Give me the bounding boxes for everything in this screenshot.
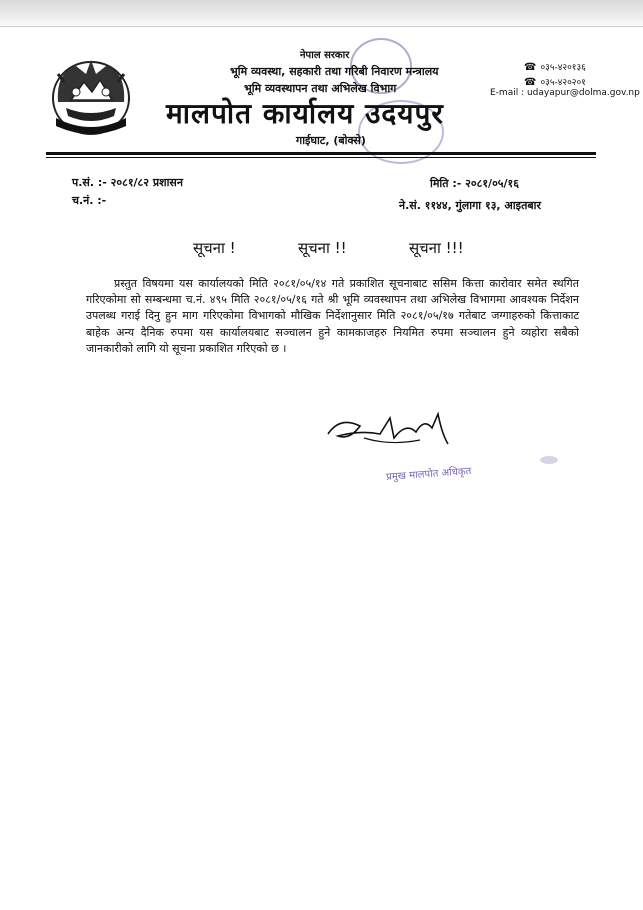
nepal-emblem-icon	[46, 52, 136, 142]
notice-heading-2: सूचना !!	[298, 239, 347, 257]
letterhead-ministry: भूमि व्यवस्था, सहकारी तथा गरिबी निवारण मन्त्रालय	[230, 65, 439, 78]
email-address: E-mail : udayapur@dolma.gov.np	[490, 88, 640, 98]
notice-heading-1: सूचना !	[193, 239, 236, 257]
telephone-icon: ☎	[524, 62, 537, 73]
signature	[320, 404, 470, 454]
scan-edge	[0, 26, 643, 27]
phone-1	[524, 60, 586, 73]
chalani-number: च.नं. :-	[72, 194, 107, 207]
letterhead-government: नेपाल सरकार	[300, 50, 350, 61]
phone-2	[524, 75, 586, 88]
office-address: गाईघाट, (बोक्से)	[296, 134, 366, 147]
phone-2-number: ०३५-४२०२०१	[540, 78, 586, 88]
ink-smudge	[540, 456, 558, 464]
letter-date: मिति :- २०८१/०५/१६	[430, 177, 519, 190]
letterhead-department: भूमि व्यवस्थापन तथा अभिलेख विभाग	[244, 82, 397, 95]
office-title: मालपोत कार्यालय उदयपुर	[166, 97, 444, 130]
phone-1-number: ०३५-४२०१३६	[540, 63, 586, 73]
patra-sankhya: प.सं. :- २०८१/८२ प्रशासन	[72, 176, 183, 189]
telephone-icon: ☎	[524, 77, 537, 88]
header-divider-thin	[46, 157, 596, 158]
notice-body: प्रस्तुत विषयमा यस कार्यालयको मिति २०८१/०५/१४ गते प्रकाशित सूचनाबाट ससिम कित्ता कारोवार समेत स्थगित गरिएकोमा सो सम्बन्धमा च.नं. ४९५ मिति २०८१/०५/१६ गते श्री भूमि व्यवस्थापन तथा अभिलेख विभागमा आवश्यक निर्देशन उपलब्ध गराई दिनु हुन माग गरिएकोमा विभागको मौखिक निर्देशानुसार मिति २०८१/०५/१७ गतेबाट जग्गाहरुको कित्ताकाट बाहेक अन्य दैनिक रुपमा यस कार्यालयबाट सञ्चालन हुने कामकाजहरु नियमित रुपमा सञ्चालन हुने व्यहोरा सबैको जानकारीको लागि यो सूचना प्रकाशित गरिएको छ ।	[86, 277, 579, 355]
header-divider	[46, 152, 596, 155]
notice-heading-3: सूचना !!!	[409, 239, 464, 257]
nepal-sambat-date: ने.सं. ११४४, गुंलागा १३, आइतबार	[399, 199, 541, 212]
officer-title-stamp: प्रमुख मालपोत अधिकृत	[385, 466, 472, 483]
